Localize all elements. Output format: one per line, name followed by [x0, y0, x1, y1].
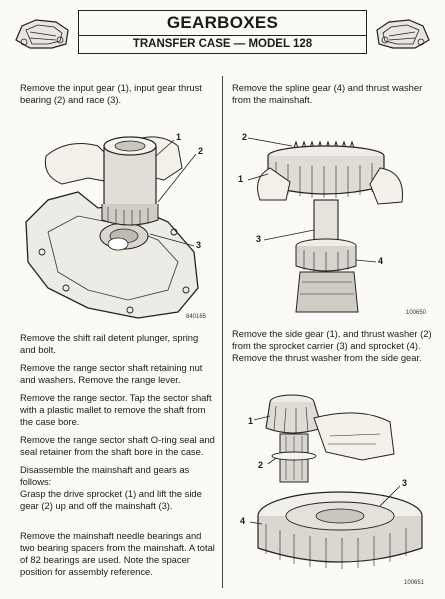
text-remove-range-sector: Remove the range sector. Tap the sector shaft with a plastic mallet to remove the shaft from the case bore. [20, 392, 212, 427]
callout-4: 4 [378, 256, 384, 266]
callout-3: 3 [402, 478, 408, 488]
callout-1: 1 [176, 132, 182, 142]
figure-number: 100650 [406, 310, 427, 316]
text-remove-side-gear: Remove the side gear (1), and thrust washer (2) from the sprocket carrier (3) and sprocket (4). Remove the thrust washer from the side gear. [232, 328, 432, 363]
callout-2: 2 [242, 132, 248, 142]
figure-spline-gear-removal [230, 112, 434, 320]
figure-number: 840165 [186, 314, 207, 320]
text-remove-detent: Remove the shift rail detent plunger, spring and bolt. [20, 332, 199, 355]
callout-3: 3 [256, 234, 262, 244]
callout-1: 1 [238, 174, 244, 184]
text-remove-oring: Remove the range sector shaft O-ring seal and seal retainer from the shaft bore in the case. [20, 434, 215, 457]
page-title: GEARBOXES [166, 13, 279, 32]
text-remove-needle-bearings: Remove the mainshaft needle bearings and two bearing spacers from the mainshaft. A total of 82 bearings are used. Note the spacer position for assembly reference. [20, 530, 215, 577]
callout-4: 4 [240, 516, 246, 526]
text-remove-retaining-nut: Remove the range sector shaft retaining nut and washers. Remove the range lever. [20, 362, 203, 385]
header-box [78, 10, 367, 54]
figure-side-gear-removal [230, 378, 434, 592]
callout-1: 1 [248, 416, 254, 426]
column-divider [222, 76, 223, 588]
gearbox-logo-right [373, 10, 433, 54]
figure-number: 100651 [404, 580, 425, 586]
figure-input-gear-removal [18, 112, 216, 326]
text-grasp-sprocket: Grasp the drive sprocket (1) and lift the side gear (2) up and off the mainshaft (3). [20, 488, 202, 511]
text-disassemble-mainshaft: Disassemble the mainshaft and gears as follows: [20, 464, 190, 487]
callout-2: 2 [258, 460, 264, 470]
page-subtitle: TRANSFER CASE — MODEL 128 [132, 38, 313, 50]
callout-3: 3 [196, 240, 202, 250]
header-rule [79, 35, 366, 36]
gearbox-logo-left [12, 10, 72, 54]
text-remove-input-gear: Remove the input gear (1), input gear thrust bearing (2) and race (3). [20, 82, 202, 105]
callout-2: 2 [198, 146, 204, 156]
text-remove-spline-gear: Remove the spline gear (4) and thrust washer from the mainshaft. [232, 82, 423, 105]
